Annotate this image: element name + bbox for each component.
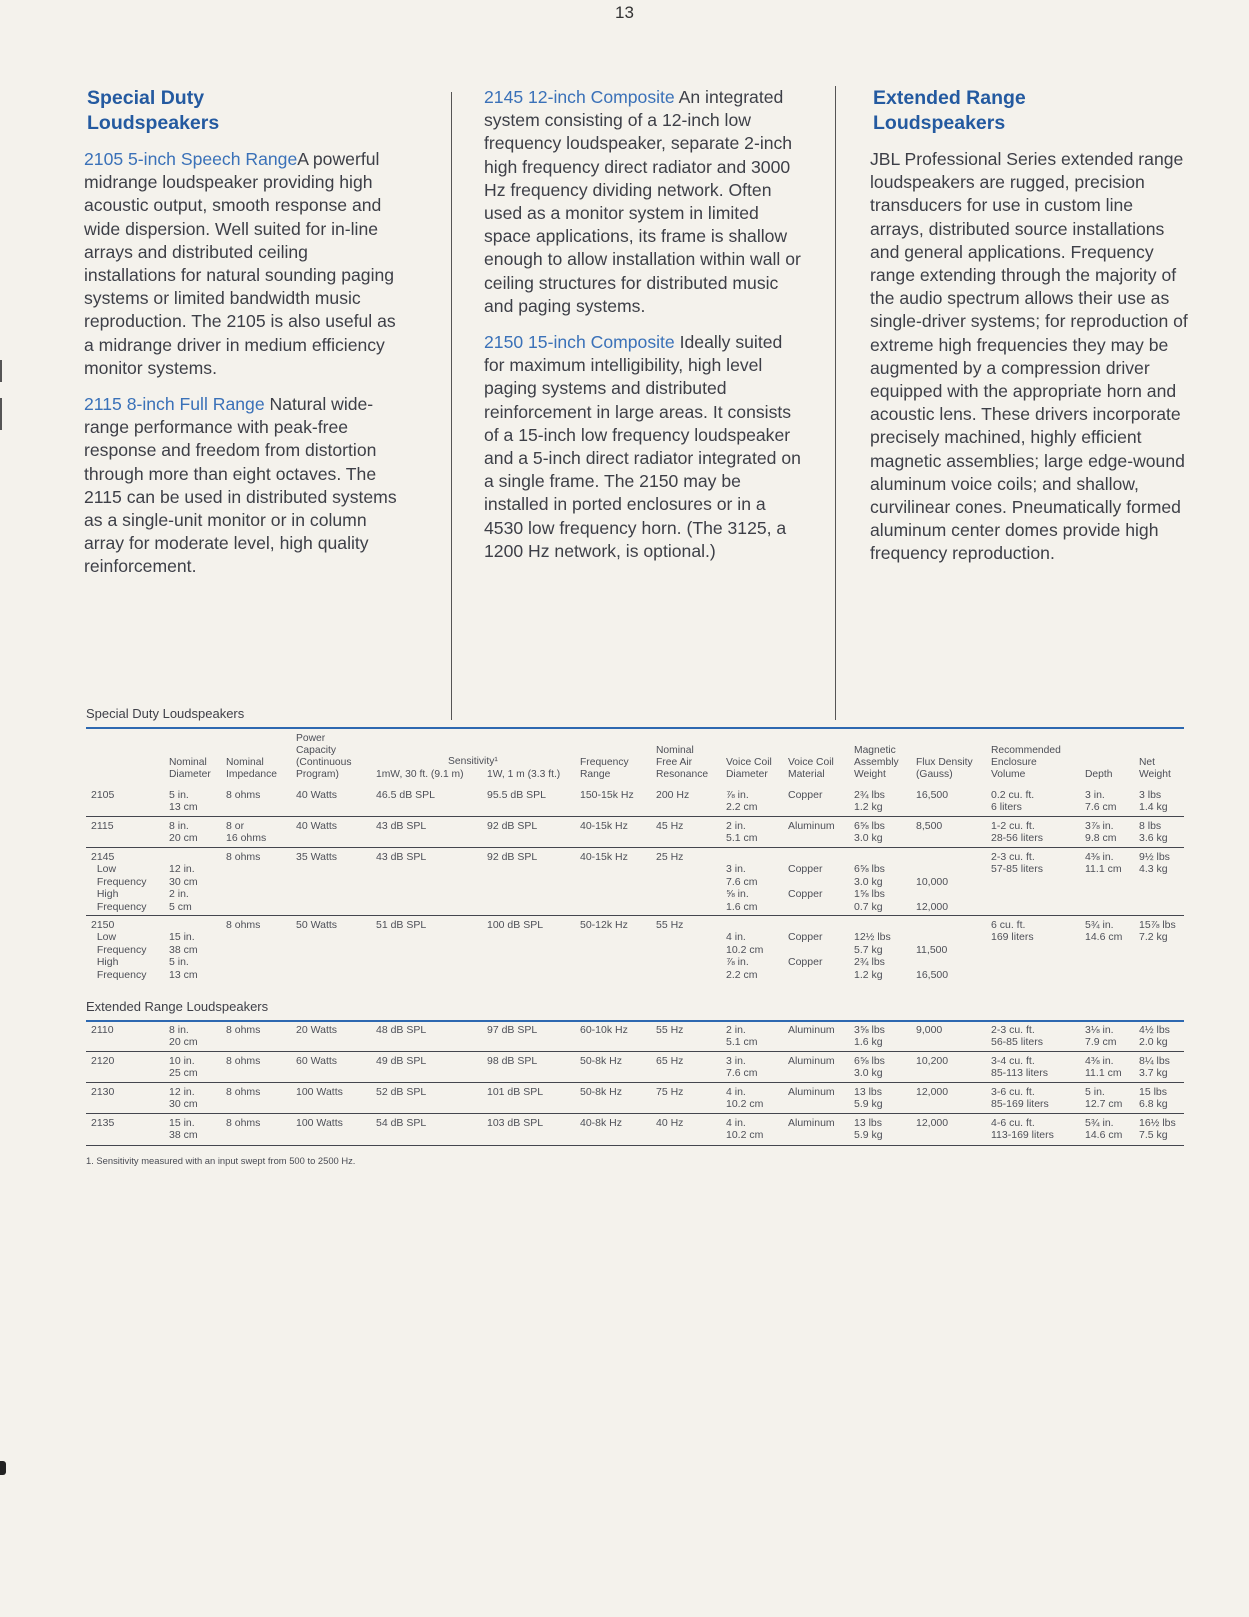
header-sensitivity-1mw: 1mW, 30 ft. (9.1 m): [376, 769, 464, 780]
cell-model: 2115: [91, 820, 114, 832]
cell-flux-density: 10,200: [916, 1055, 949, 1067]
cell-model: 2110: [91, 1024, 114, 1036]
paragraph-text: Natural wide-range performance with peak-free response and freedom from distortion through more than eight octaves. The 2115 can be used in distributed systems as a single-unit monitor or in column array for moderate level, high quality reinforcement.: [84, 394, 397, 577]
cell-diameter: 8 in. 20 cm: [169, 820, 198, 845]
cell-sensitivity-1w: 101 dB SPL: [487, 1086, 544, 1098]
cell-net-weight: 15 lbs 6.8 kg: [1139, 1086, 1168, 1111]
cell-model: 2105: [91, 789, 115, 801]
cell-resonance: 200 Hz: [656, 789, 690, 801]
cell-enclosure: 3-4 cu. ft. 85-113 liters: [991, 1055, 1049, 1080]
cell-power: 20 Watts: [296, 1024, 338, 1036]
cell-vc-diameter: 3 in. 7.6 cm ⅝ in. 1.6 cm: [726, 863, 758, 913]
header-enclosure: Recommended Enclosure Volume: [991, 745, 1061, 780]
cell-magnet-weight: 2¾ lbs 1.2 kg: [854, 789, 885, 814]
cell-frequency-range: 50-8k Hz: [580, 1086, 623, 1098]
paragraph-extended-range: JBL Professional Series extended range loudspeakers are rugged, precision transducers for use in custom line arrays, distributed source installations and general applications. Frequency range extending through the majority of the audio spectrum allows their use as single-driver systems; for reproduction of extreme high frequencies they may be augmented by a compression driver equipped with the appropriate horn and acoustic lens. These drivers incorporate precisely machined, highly efficient magnetic assemblies; large edge-wound aluminum voice coils; and shallow, curvilinear cones. Pneumatically formed aluminum center domes provide high frequency reproduction.: [870, 149, 1188, 564]
cell-sensitivity-1w: 95.5 dB SPL: [487, 789, 546, 801]
header-vc-diameter: Voice Coil Diameter: [726, 757, 772, 780]
cell-flux-density: 10,000 12,000: [916, 875, 949, 913]
cell-resonance: 40 Hz: [656, 1117, 684, 1129]
header-resonance: Nominal Free Air Resonance: [656, 745, 709, 780]
cell-net-weight: 3 lbs 1.4 kg: [1139, 789, 1168, 814]
cell-net-weight: 8¼ lbs 3.7 kg: [1139, 1055, 1170, 1080]
header-diameter: Nominal Diameter: [169, 757, 211, 780]
page-edge-mark: [0, 398, 2, 430]
cell-sensitivity-1mw: 51 dB SPL: [376, 919, 427, 931]
cell-magnet-weight: 3⅝ lbs 1.6 kg: [854, 1024, 885, 1049]
cell-sensitivity-1w: 100 dB SPL: [487, 919, 544, 931]
cell-sensitivity-1mw: 49 dB SPL: [376, 1055, 427, 1067]
cell-depth: 5¾ in. 14.6 cm: [1085, 1117, 1123, 1142]
cell-vc-material: Aluminum: [788, 1024, 835, 1036]
cell-sensitivity-1w: 98 dB SPL: [487, 1055, 538, 1067]
cell-resonance: 25 Hz: [656, 851, 684, 863]
cell-frequency-range: 40-15k Hz: [580, 820, 628, 832]
cell-diameter: 12 in. 30 cm: [169, 1086, 198, 1111]
cell-resonance: 75 Hz: [656, 1086, 684, 1098]
column-divider: [835, 86, 836, 720]
cell-vc-material: Aluminum: [788, 1117, 835, 1129]
paragraph-lead: 2105 5-inch Speech Range: [84, 149, 298, 169]
cell-enclosure: 2-3 cu. ft. 57-85 liters: [991, 851, 1043, 876]
paragraph-text: Ideally suited for maximum intelligibility, high level paging systems and distributed reinforcement in large areas. It consists of a 15-inch low frequency loudspeaker and a 5-inch direct radiator integrated on a single frame. The 2150 may be installed in ported enclosures or in a 4530 low frequency horn. (The 3125, a 1200 Hz network, is optional.): [484, 332, 801, 561]
column-composite: [484, 86, 804, 576]
cell-enclosure: 4-6 cu. ft. 113-169 liters: [991, 1117, 1054, 1142]
table-row: [86, 916, 1184, 986]
cell-flux-density: 8,500: [916, 820, 943, 832]
cell-model: 2120: [91, 1055, 115, 1067]
cell-sensitivity-1mw: 54 dB SPL: [376, 1117, 427, 1129]
cell-impedance: 8 ohms: [226, 919, 261, 931]
cell-net-weight: 9½ lbs 4.3 kg: [1139, 851, 1170, 876]
cell-impedance: 8 ohms: [226, 851, 261, 863]
paragraph-lead: 2145 12-inch Composite: [484, 87, 675, 107]
cell-depth: 3 in. 7.6 cm: [1085, 789, 1117, 814]
cell-flux-density: 16,500: [916, 789, 949, 801]
cell-enclosure: 0.2 cu. ft. 6 liters: [991, 789, 1035, 814]
cell-resonance: 65 Hz: [656, 1055, 684, 1067]
header-impedance: Nominal Impedance: [226, 757, 277, 780]
paragraph-text: An integrated system consisting of a 12-inch low frequency loudspeaker, separate 2-inch high frequency direct radiator and 3000 Hz frequency dividing network. Often used as a monitor system in limited space applications, its frame is shallow enough to allow installation within wall or ceiling structures for distributed music and paging systems.: [484, 87, 801, 316]
cell-depth: 5 in. 12.7 cm: [1085, 1086, 1123, 1111]
table-row: [86, 817, 1184, 847]
cell-diameter: 10 in. 25 cm: [169, 1055, 198, 1080]
table-header: [86, 728, 1184, 781]
cell-sensitivity-1mw: 43 dB SPL: [376, 820, 427, 832]
cell-depth: 3⅛ in. 7.9 cm: [1085, 1024, 1117, 1049]
column-divider: [451, 92, 452, 720]
cell-magnet-weight: 6⅝ lbs 3.0 kg: [854, 1055, 885, 1080]
cell-frequency-range: 60-10k Hz: [580, 1024, 628, 1036]
cell-power: 50 Watts: [296, 919, 338, 931]
cell-depth: 5¾ in. 14.6 cm: [1085, 919, 1123, 944]
paragraph-2150: [484, 331, 804, 563]
cell-magnet-weight: 6⅝ lbs 3.0 kg: [854, 820, 885, 845]
paragraph-lead: 2150 15-inch Composite: [484, 332, 675, 353]
cell-net-weight: 4½ lbs 2.0 kg: [1139, 1024, 1170, 1049]
table-bottom-rule: [86, 1145, 1184, 1146]
cell-model: 2145 Low Frequency High Frequency: [91, 851, 147, 913]
cell-vc-diameter: 2 in. 5.1 cm: [726, 820, 758, 845]
section-heading-special-duty: Special Duty Loudspeakers: [87, 87, 220, 134]
cell-vc-material: Copper Copper: [788, 863, 823, 901]
cell-vc-diameter: 3 in. 7.6 cm: [726, 1055, 758, 1080]
column-extended-range: [870, 86, 1188, 579]
binding-hole-mark: [0, 1461, 6, 1475]
cell-vc-diameter: 2 in. 5.1 cm: [726, 1024, 758, 1049]
cell-impedance: 8 ohms: [226, 1117, 261, 1129]
table-row: [86, 1114, 1184, 1144]
cell-frequency-range: 40-8k Hz: [580, 1117, 623, 1129]
column-special-duty: [84, 86, 402, 592]
cell-flux-density: 12,000: [916, 1117, 949, 1129]
cell-depth: 4⅜ in. 11.1 cm: [1085, 851, 1122, 876]
cell-resonance: 55 Hz: [656, 919, 684, 931]
cell-depth: 3⅞ in. 9.8 cm: [1085, 820, 1117, 845]
cell-power: 35 Watts: [296, 851, 338, 863]
table-title-extended-range: Extended Range Loudspeakers: [86, 999, 269, 1014]
table-row: [86, 1052, 1184, 1082]
cell-enclosure: 2-3 cu. ft. 56-85 liters: [991, 1024, 1043, 1049]
cell-sensitivity-1mw: 46.5 dB SPL: [376, 789, 435, 801]
cell-vc-diameter: ⅞ in. 2.2 cm: [726, 789, 758, 814]
cell-magnet-weight: 6⅝ lbs 3.0 kg 1⅝ lbs 0.7 kg: [854, 863, 885, 913]
cell-sensitivity-1w: 103 dB SPL: [487, 1117, 544, 1129]
cell-frequency-range: 150-15k Hz: [580, 789, 634, 801]
cell-frequency-range: 40-15k Hz: [580, 851, 628, 863]
cell-depth: 4⅜ in. 11.1 cm: [1085, 1055, 1122, 1080]
section-heading-extended-range: Extended Range Loudspeakers: [873, 87, 1026, 134]
cell-enclosure: 1-2 cu. ft. 28-56 liters: [991, 820, 1043, 845]
cell-vc-material: Aluminum: [788, 1055, 835, 1067]
cell-magnet-weight: 12½ lbs 5.7 kg 2¾ lbs 1.2 kg: [854, 931, 891, 981]
table-title-special-duty: Special Duty Loudspeakers: [86, 706, 245, 721]
cell-vc-material: Copper: [788, 789, 823, 801]
table-row: [86, 1021, 1184, 1051]
paragraph-2115: [84, 393, 402, 579]
cell-sensitivity-1w: 92 dB SPL: [487, 820, 538, 832]
header-frequency-range: Frequency Range: [580, 757, 629, 780]
cell-sensitivity-1w: 97 dB SPL: [487, 1024, 538, 1036]
paragraph-text: A powerful midrange loudspeaker providing high acoustic output, smooth response and wide dispersion. Well suited for in-line arrays and distributed ceiling installations for natural sounding paging systems or limited bandwidth music reproduction. The 2105 is also useful as a midrange driver in medium efficiency monitor systems.: [84, 149, 396, 378]
header-flux-density: Flux Density (Gauss): [916, 757, 973, 780]
cell-vc-diameter: 4 in. 10.2 cm: [726, 1117, 764, 1142]
cell-sensitivity-1mw: 48 dB SPL: [376, 1024, 427, 1036]
cell-model: 2130: [91, 1086, 115, 1098]
cell-resonance: 55 Hz: [656, 1024, 684, 1036]
cell-flux-density: 9,000: [916, 1024, 943, 1036]
paragraph-lead: 2115 8-inch Full Range: [84, 394, 265, 415]
header-sensitivity: Sensitivity¹: [448, 756, 498, 767]
cell-enclosure: 6 cu. ft. 169 liters: [991, 919, 1034, 944]
cell-frequency-range: 50-12k Hz: [580, 919, 628, 931]
cell-sensitivity-1w: 92 dB SPL: [487, 851, 538, 863]
cell-frequency-range: 50-8k Hz: [580, 1055, 623, 1067]
cell-power: 40 Watts: [296, 789, 338, 801]
table-footnote: 1. Sensitivity measured with an input swept from 500 to 2500 Hz.: [86, 1155, 356, 1166]
page-number: 13: [615, 3, 634, 22]
table-row: [86, 848, 1184, 915]
header-sensitivity-1w: 1W, 1 m (3.3 ft.): [487, 769, 561, 780]
cell-net-weight: 16½ lbs 7.5 kg: [1139, 1117, 1176, 1142]
cell-net-weight: 15⅞ lbs 7.2 kg: [1139, 919, 1176, 944]
paragraph-2105: [84, 148, 402, 380]
cell-diameter: 5 in. 13 cm: [169, 789, 198, 814]
cell-vc-diameter: 4 in. 10.2 cm ⅞ in. 2.2 cm: [726, 931, 764, 981]
table-row: [86, 786, 1184, 816]
cell-resonance: 45 Hz: [656, 820, 684, 832]
cell-model: 2150 Low Frequency High Frequency: [91, 919, 147, 981]
cell-enclosure: 3-6 cu. ft. 85-169 liters: [991, 1086, 1049, 1111]
cell-impedance: 8 ohms: [226, 1024, 261, 1036]
cell-power: 40 Watts: [296, 820, 338, 832]
cell-model: 2135: [91, 1117, 115, 1129]
cell-impedance: 8 ohms: [226, 1055, 261, 1067]
cell-power: 100 Watts: [296, 1117, 343, 1129]
table-row: [86, 1083, 1184, 1113]
cell-sensitivity-1mw: 52 dB SPL: [376, 1086, 427, 1098]
cell-impedance: 8 ohms: [226, 1086, 261, 1098]
cell-impedance: 8 ohms: [226, 789, 261, 801]
cell-flux-density: 12,000: [916, 1086, 949, 1098]
cell-vc-material: Aluminum: [788, 820, 835, 832]
cell-net-weight: 8 lbs 3.6 kg: [1139, 820, 1168, 845]
cell-power: 100 Watts: [296, 1086, 343, 1098]
cell-sensitivity-1mw: 43 dB SPL: [376, 851, 427, 863]
cell-diameter: 8 in. 20 cm: [169, 1024, 198, 1049]
cell-diameter: 12 in. 30 cm 2 in. 5 cm: [169, 863, 198, 913]
page-edge-mark: [0, 360, 2, 382]
header-power: Power Capacity (Continuous Program): [296, 733, 352, 780]
cell-power: 60 Watts: [296, 1055, 338, 1067]
cell-magnet-weight: 13 lbs 5.9 kg: [854, 1117, 883, 1142]
cell-vc-material: Copper Copper: [788, 931, 823, 969]
cell-diameter: 15 in. 38 cm 5 in. 13 cm: [169, 931, 198, 981]
header-net-weight: Net Weight: [1139, 757, 1171, 780]
header-vc-material: Voice Coil Material: [788, 757, 834, 780]
header-depth: Depth: [1085, 769, 1113, 780]
cell-diameter: 15 in. 38 cm: [169, 1117, 198, 1142]
paragraph-2145: [484, 86, 804, 318]
cell-vc-diameter: 4 in. 10.2 cm: [726, 1086, 764, 1111]
cell-magnet-weight: 13 lbs 5.9 kg: [854, 1086, 883, 1111]
cell-impedance: 8 or 16 ohms: [226, 820, 267, 845]
cell-vc-material: Aluminum: [788, 1086, 835, 1098]
header-magnet-weight: Magnetic Assembly Weight: [854, 745, 899, 780]
cell-flux-density: 11,500 16,500: [916, 943, 949, 981]
